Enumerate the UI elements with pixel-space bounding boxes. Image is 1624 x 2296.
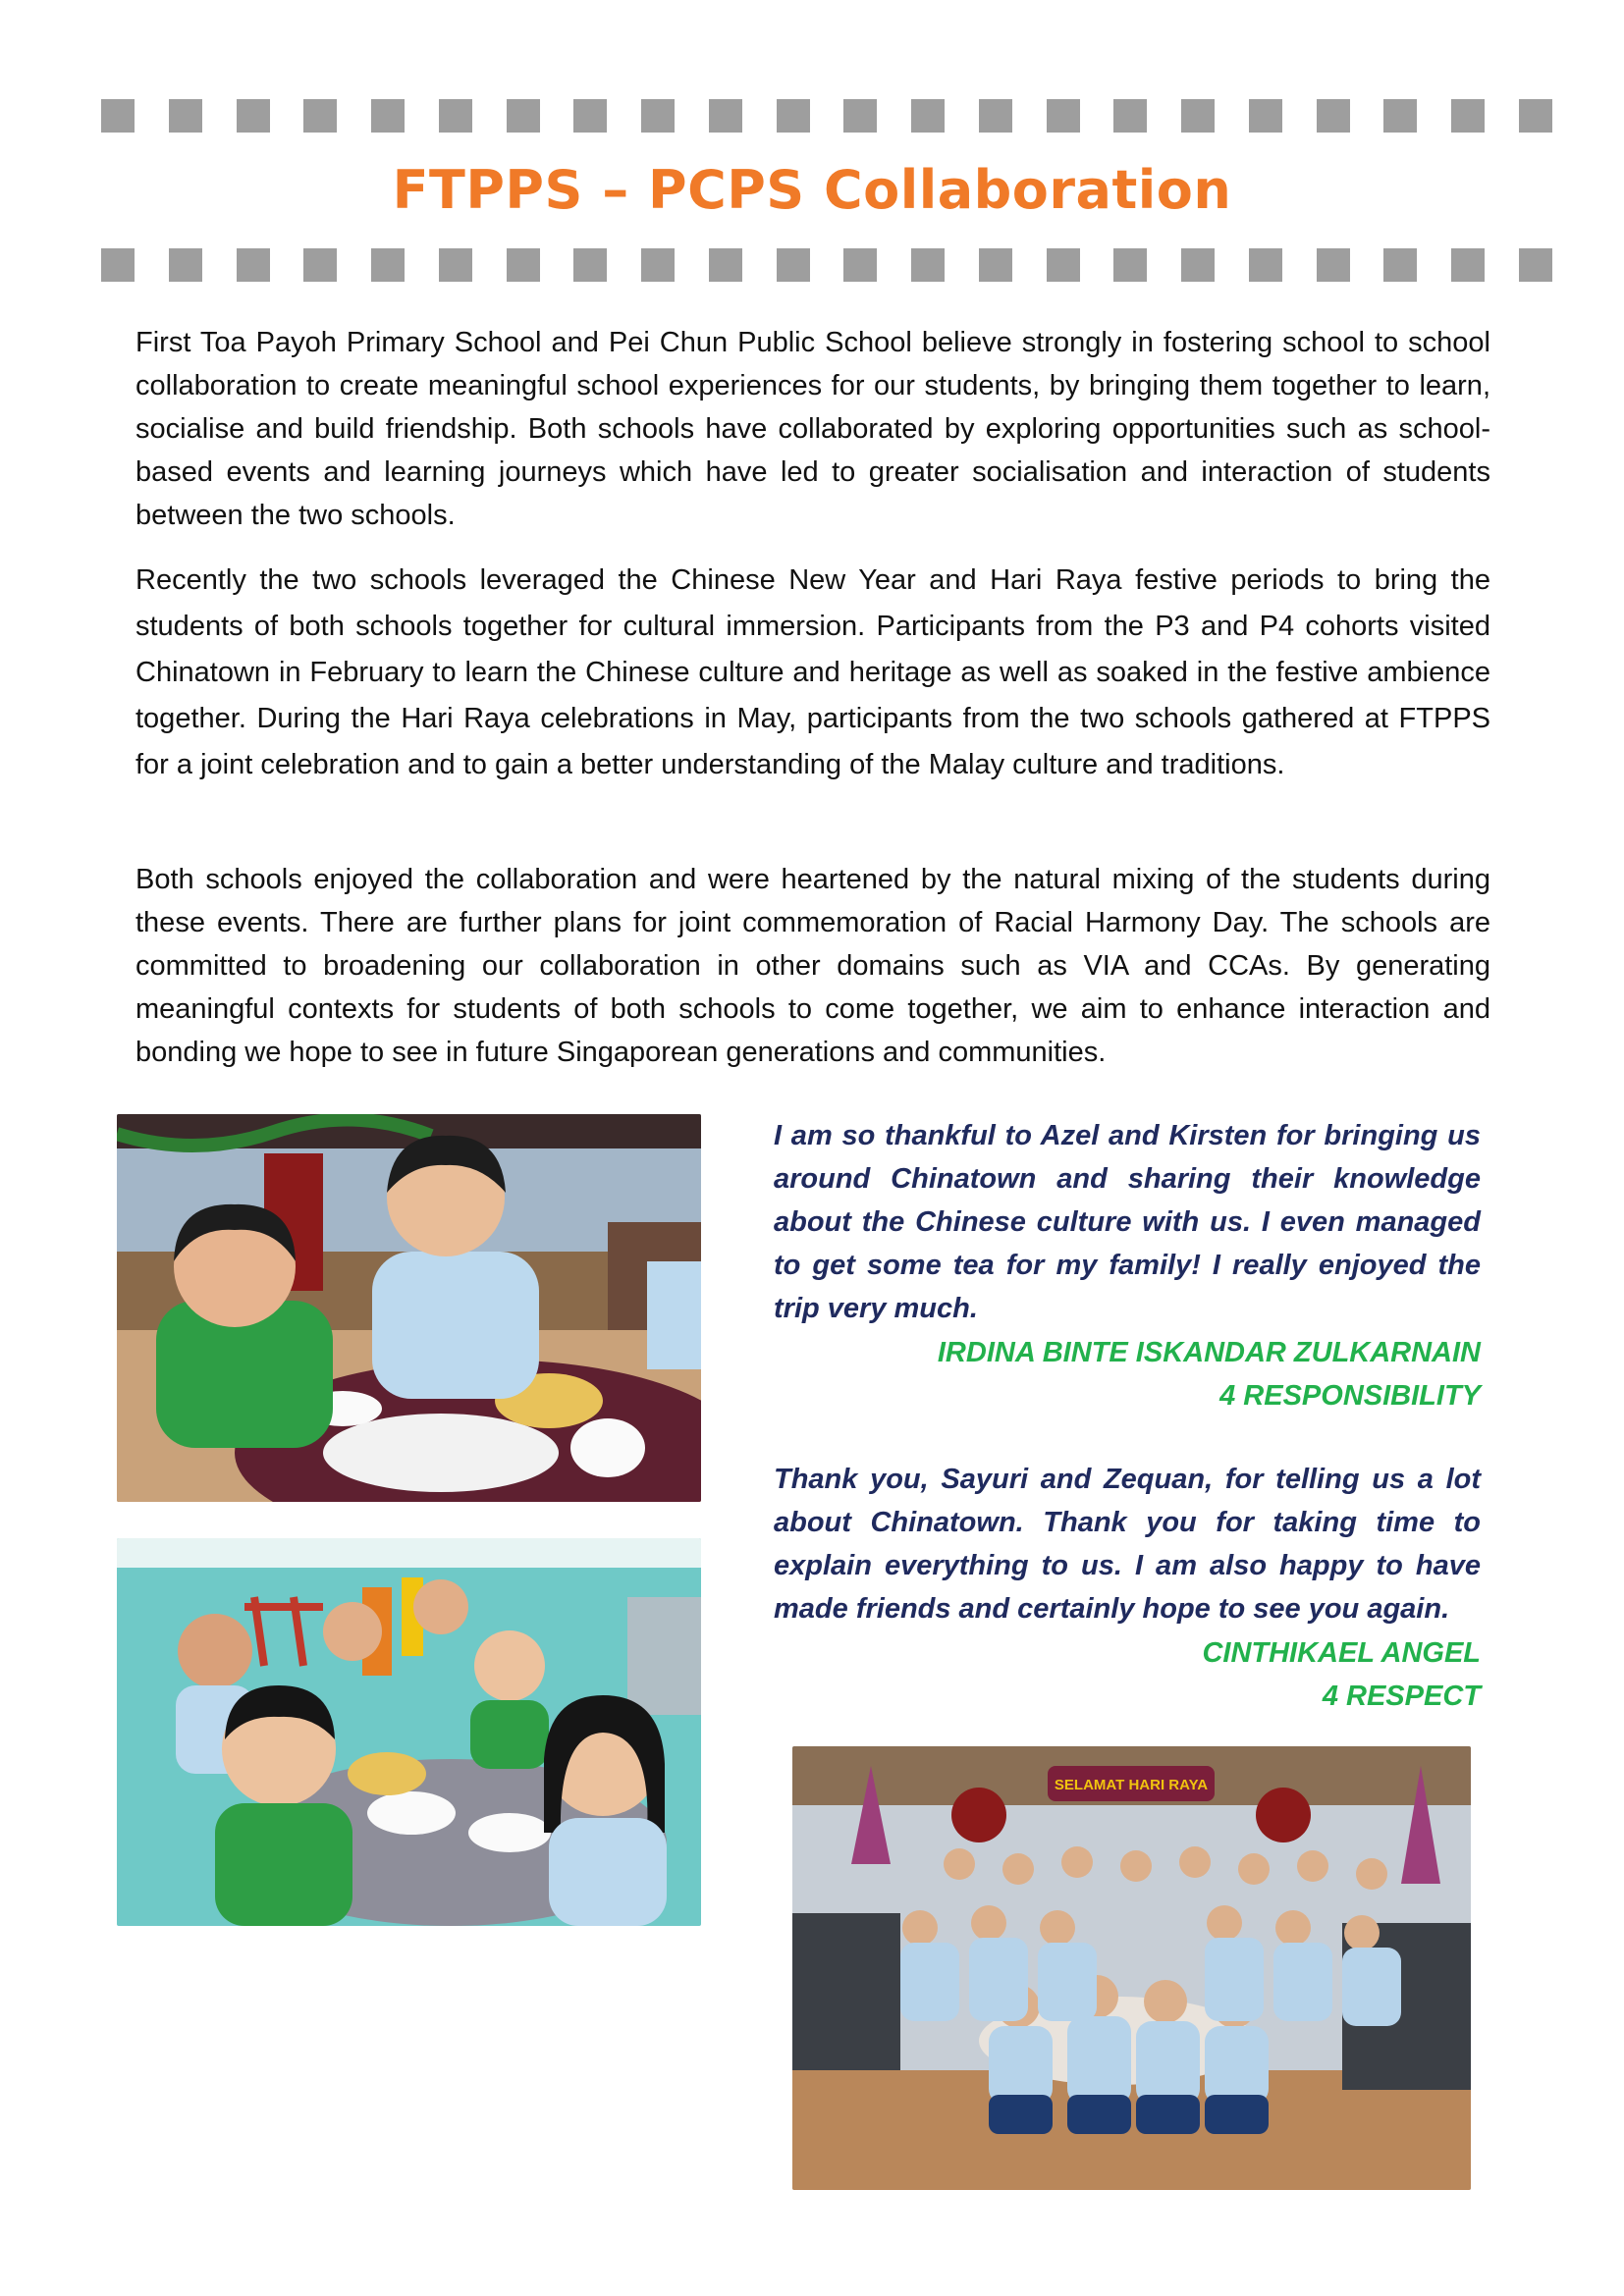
- decorative-square: [1519, 99, 1552, 133]
- decorative-square: [1519, 248, 1552, 282]
- decorative-square: [573, 99, 607, 133]
- decorative-square: [1113, 248, 1147, 282]
- testimonial-author-class-2: 4 RESPECT: [1322, 1681, 1481, 1712]
- testimonial-quote-2: Thank you, Sayuri and Zequan, for telling us a lot about Chinatown. Thank you for taking time to explain everything to us. I am also happy to have made friends and certainly hope to see you again.: [774, 1464, 1481, 1625]
- decorative-square: [1249, 248, 1282, 282]
- decorative-square: [843, 248, 877, 282]
- decorative-square: [979, 248, 1012, 282]
- decorative-square: [1451, 99, 1485, 133]
- decorative-square: [1383, 99, 1417, 133]
- testimonial-author-class-1: 4 RESPONSIBILITY: [1219, 1380, 1481, 1412]
- photo-students-dining: [117, 1114, 701, 1502]
- testimonial-author-name-1: IRDINA BINTE ISKANDAR ZULKARNAIN: [937, 1337, 1481, 1368]
- decorative-square: [1047, 99, 1080, 133]
- decorative-square: [911, 99, 945, 133]
- decorative-square: [1317, 99, 1350, 133]
- decorative-square: [237, 99, 270, 133]
- decorative-square: [843, 99, 877, 133]
- testimonial-quote-1: I am so thankful to Azel and Kirsten for bringing us around Chinatown and sharing their knowledge about the Chinese culture with us. I even managed to get some tea for my family! I really enjoyed the trip very much.: [774, 1120, 1481, 1324]
- decorative-square: [169, 99, 202, 133]
- page-title: FTPPS – PCPS Collaboration: [392, 159, 1232, 221]
- decorative-square: [1383, 248, 1417, 282]
- photo-hari-raya-group: [792, 1746, 1471, 2190]
- article-paragraph-1: First Toa Payoh Primary School and Pei Chun Public School believe strongly in fostering school to school collaboration to create meaningful school experiences for our students, by bringing them together to learn, socialise and build friendship. Both schools have collaborated by exploring opportunities such as school-based events and learning journeys which have led to greater socialisation and interaction of students between the two schools.: [135, 327, 1490, 531]
- decorative-square: [507, 248, 540, 282]
- decorative-square: [169, 248, 202, 282]
- decorative-square: [237, 248, 270, 282]
- decorative-square: [101, 248, 135, 282]
- banner-text: SELAMAT HARI RAYA: [1054, 1777, 1209, 1793]
- article-paragraph-2: Recently the two schools leveraged the Chinese New Year and Hari Raya festive periods to bring the students of both schools together for cultural immersion. Participants from the P3 and P4 cohorts visited Chinatown in February to learn the Chinese culture and heritage as well as soaked in the festive ambience together. During the Hari Raya celebrations in May, participants from the two schools gathered at FTPPS for a joint celebration and to gain a better understanding of the Malay culture and traditions.: [135, 564, 1490, 780]
- decorative-square: [507, 99, 540, 133]
- decorative-square: [439, 99, 472, 133]
- article-paragraph-3: Both schools enjoyed the collaboration and were heartened by the natural mixing of the students during these events. There are further plans for joint commemoration of Racial Harmony Day. The schools are committed to broadening our collaboration in other domains such as VIA and CCAs. By generating meaningful contexts for students of both schools to come together, we aim to enhance interaction and bonding we hope to see in future Singaporean generations and communities.: [135, 864, 1490, 1068]
- testimonial-author-name-2: CINTHIKAEL ANGEL: [1202, 1637, 1481, 1669]
- decorative-square: [1181, 248, 1215, 282]
- decorative-square: [911, 248, 945, 282]
- decorative-square: [1181, 99, 1215, 133]
- photo-students-peace-signs: [117, 1538, 701, 1926]
- decorative-square: [641, 248, 675, 282]
- decorative-square: [371, 99, 405, 133]
- decorative-square: [439, 248, 472, 282]
- decorative-square: [641, 99, 675, 133]
- decorative-square: [371, 248, 405, 282]
- decorative-square: [709, 248, 742, 282]
- decorative-square: [979, 99, 1012, 133]
- decorative-square: [1451, 248, 1485, 282]
- decorative-square: [1113, 99, 1147, 133]
- decorative-square: [573, 248, 607, 282]
- decorative-square: [1249, 99, 1282, 133]
- decorative-square: [709, 99, 742, 133]
- decorative-square-row-bottom: [101, 248, 1552, 282]
- decorative-square: [1047, 248, 1080, 282]
- decorative-square: [777, 99, 810, 133]
- decorative-square: [303, 248, 337, 282]
- decorative-square: [777, 248, 810, 282]
- decorative-square: [303, 99, 337, 133]
- decorative-square: [1317, 248, 1350, 282]
- decorative-square: [101, 99, 135, 133]
- decorative-square-row-top: [101, 99, 1552, 133]
